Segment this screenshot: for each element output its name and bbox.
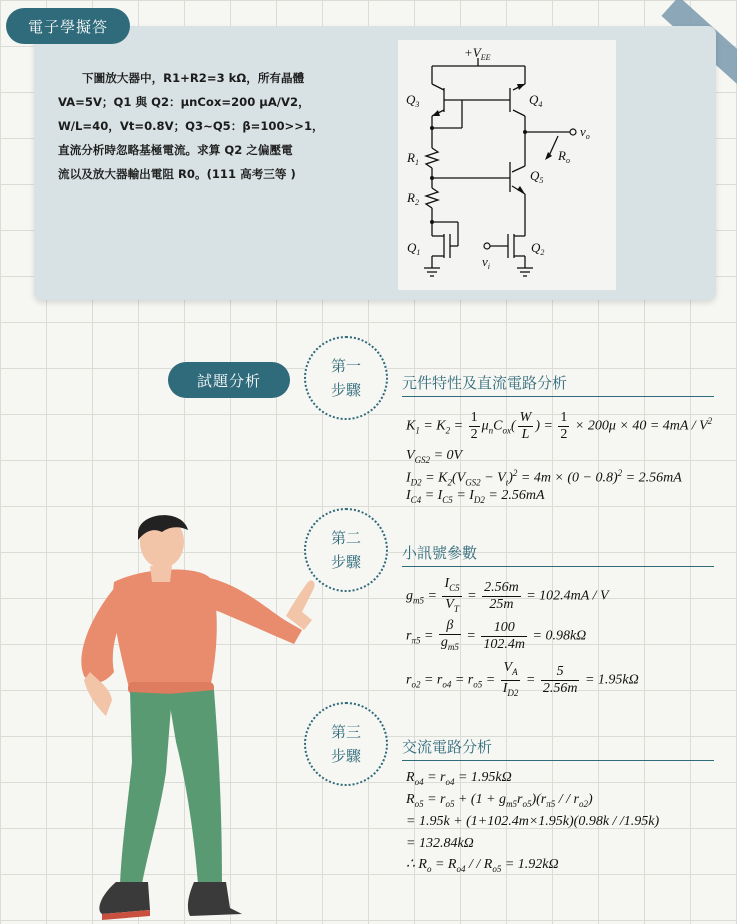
- pointing-person-illustration: [50, 512, 350, 924]
- step-3-title: 交流電路分析: [402, 736, 714, 761]
- q1-label: $Q_1$: [407, 240, 421, 257]
- eq-ro5-result: = 132.84kΩ: [406, 836, 474, 851]
- q2-label: $Q_2$: [531, 240, 545, 257]
- q4-label: $Q_4$: [529, 92, 543, 109]
- title-tag: 電子學擬答: [6, 8, 130, 44]
- eq-ro-final: ∴ $R_o = R_{o4}$ / / $R_{o5} = 1.92k\Omega$: [406, 857, 559, 874]
- eq-ro5: $R_{o5} = r_{o5} + (1 + g_{m5}r_{o5})(r_{\pi 5}$ / / $r_{o2}$): [406, 792, 593, 809]
- vi-label: $v_i$: [482, 254, 491, 271]
- q3-label: $Q_3$: [406, 92, 420, 109]
- q5-label: $Q_5$: [530, 168, 544, 185]
- r2-label: $R_2$: [407, 190, 419, 207]
- eq-k: $K_1 = K_2$ = $\frac{1}{2}$ $\mu_nC_{ox}$( $\frac{W}{L}$ ) = $\frac{1}{2}$ × $200\mu \times 40 = 4mA / V^2$: [406, 410, 713, 442]
- vee-label: $+V_{EE}$: [464, 45, 491, 62]
- question-line: 流以及放大器輸出電阻 R0。(111 高考三等 ): [58, 167, 296, 181]
- question-line: 直流分析時忽略基極電流。求算 Q2 之偏壓電: [58, 143, 293, 157]
- eq-ro5-calc: = 1.95k + (1+102.4m×1.95k)(0.98k / /1.95k): [406, 814, 660, 829]
- r1-label: $R_1$: [407, 150, 419, 167]
- eq-vgs2: $V_{GS2} = 0V$: [406, 448, 463, 465]
- question-line: 下圖放大器中，R1+R2=3 kΩ，所有晶體: [82, 71, 305, 85]
- eq-rpi5: $r_{\pi 5}$ = $\frac{\beta}{g_{m5}}$ = $\frac{100}{102.4m}$ = 0.98kΩ: [406, 618, 587, 652]
- circuit-schematic: [398, 40, 616, 290]
- step-3-badge: 第三 步驟: [304, 702, 388, 786]
- step-1-title: 元件特性及直流電路分析: [402, 372, 714, 397]
- eq-ic4: $I_{C4} = I_{C5} = I_{D2} = 2.56mA$: [406, 488, 545, 505]
- eq-id2: $I_{D2} = K_2(V_{GS2} - V_t)^2 = 4m \times (0 - 0.8)^2 = 2.56mA$: [406, 468, 682, 488]
- question-line: VA=5V；Q1 與 Q2：μnCox=200 μA/V2，: [58, 95, 310, 109]
- step-2-badge: 第二 步驟: [304, 508, 388, 592]
- step-2-title: 小訊號參數: [402, 542, 714, 567]
- question-line: W/L=40，Vt=0.8V；Q3~Q5：β=100>>1，: [58, 119, 324, 133]
- step-1-badge: 第一 步驟: [304, 336, 388, 420]
- circuit-diagram: [398, 40, 616, 290]
- ro-label: $R_o$: [558, 148, 570, 165]
- question-text: [58, 66, 340, 186]
- analysis-tag: 試題分析: [168, 362, 290, 398]
- eq-gm5: $g_{m5}$ = $\frac{I_{C5}}{V_T}$ = $\frac{2.56m}{25m}$ = 102.4mA / V: [406, 576, 609, 614]
- eq-ro4: $R_{o4} = r_{o4} = 1.95k\Omega$: [406, 770, 512, 787]
- eq-ro: $r_{o2} = r_{o4} = r_{o5}$ = $\frac{V_A}{I_{D2}}$ = $\frac{5}{2.56m}$ = 1.95kΩ: [406, 660, 639, 698]
- vo-label: $v_o$: [580, 124, 590, 141]
